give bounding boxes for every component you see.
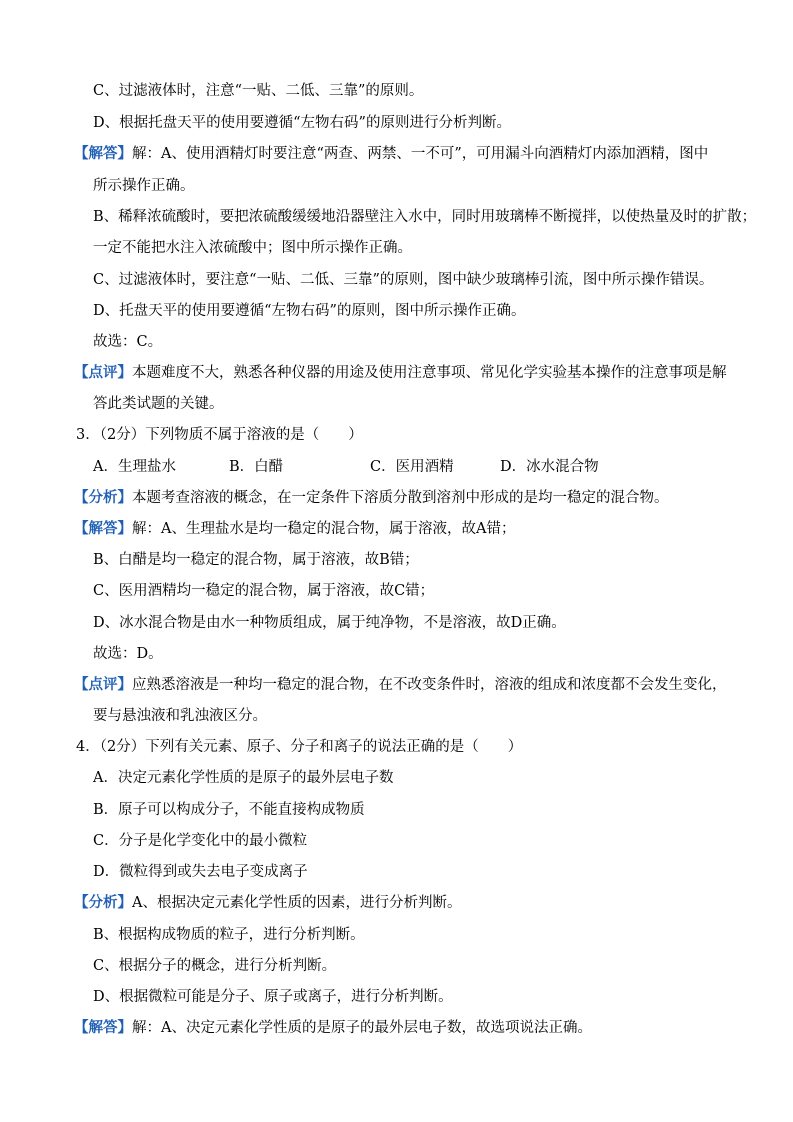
analysis-line: 【分析】A、根据决定元素化学性质的因素，进行分析判断。 [74,894,462,911]
text-line: 一定不能把水注入浓硫酸中；图中所示操作正确。 [93,240,412,256]
text-line: D、冰水混合物是由水一种物质组成，属于纯净物，不是溶液，故D正确。 [93,615,566,631]
q3-option-c: C．医用酒精 [370,459,454,475]
text-line: 故选：D。 [93,646,163,662]
answer-line: 【解答】解：A、决定元素化学性质的是原子的最外层电子数，故选项说法正确。 [74,1019,592,1036]
q3-option-b: B．白醋 [229,459,284,475]
q4-option-d: D．微粒得到或失去电子变成离子 [93,864,308,880]
text-line: 要与悬浊液和乳浊液区分。 [93,708,267,724]
text-line: C、医用酒精均一稳定的混合物，属于溶液，故C错； [93,583,435,599]
text-line: 答此类试题的关键。 [93,396,224,412]
text-line: C、过滤液体时，要注意“一贴、二低、三靠”的原则，图中缺少玻璃棒引流，图中所示操作错误。 [93,272,714,288]
text-line: C、过滤液体时，注意“一贴、二低、三靠”的原则。 [93,83,424,99]
comment-tag: 【点评】 [74,364,132,381]
text-line: D、根据托盘天平的使用要遵循“左物右码”的原则进行分析判断。 [93,115,511,131]
answer-line: 【解答】解：A、生理盐水是均一稳定的混合物，属于溶液，故A错； [74,520,516,537]
q4-option-a: A．决定元素化学性质的是原子的最外层电子数 [93,770,394,786]
text-line: 故选：C。 [93,334,163,350]
text-line: B、稀释浓硫酸时，要把浓硫酸缓缓地沿器壁注入水中，同时用玻璃棒不断搅拌，以使热量及时的扩散； [93,209,757,225]
answer-tag: 【解答】 [74,520,132,537]
q4-option-c: C．分子是化学变化中的最小微粒 [93,833,308,849]
text-line: D、根据微粒可能是分子、原子或离子，进行分析判断。 [93,989,453,1005]
answer-line: 【解答】解：A、使用酒精灯时要注意“两查、两禁、一不可”，可用漏斗向酒精灯内添加酒精，图中 [74,145,709,162]
analysis-tag: 【分析】 [74,489,132,506]
comment-line: 【点评】应熟悉溶液是一种均一稳定的混合物，在不改变条件时，溶液的组成和浓度都不会发生变化， [74,676,727,693]
text-line: 所示操作正确。 [93,178,195,194]
q4-option-b: B．原子可以构成分子，不能直接构成物质 [93,802,365,818]
comment-line: 【点评】本题难度不大，熟悉各种仪器的用途及使用注意事项、常见化学实验基本操作的注意事项是解 [74,364,727,381]
text-line: B、白醋是均一稳定的混合物，属于溶液，故B错； [93,552,419,568]
q3-option-a: A．生理盐水 [93,459,176,475]
analysis-tag: 【分析】 [74,894,132,911]
answer-tag: 【解答】 [74,1019,132,1036]
question-4-stem: 4．（2分）下列有关元素、原子、分子和离子的说法正确的是（ ） [76,739,523,755]
q3-option-d: D．冰水混合物 [500,459,599,475]
question-3-stem: 3．（2分）下列物质不属于溶液的是（ ） [76,427,363,443]
comment-tag: 【点评】 [74,676,132,693]
text-line: D、托盘天平的使用要遵循“左物右码”的原则，图中所示操作正确。 [93,303,526,319]
answer-tag: 【解答】 [74,145,132,162]
text-line: C、根据分子的概念，进行分析判断。 [93,958,337,974]
analysis-line: 【分析】本题考查溶液的概念，在一定条件下溶质分散到溶剂中形成的是均一稳定的混合物。 [74,489,669,506]
text-line: B、根据构成物质的粒子，进行分析判断。 [93,927,365,943]
